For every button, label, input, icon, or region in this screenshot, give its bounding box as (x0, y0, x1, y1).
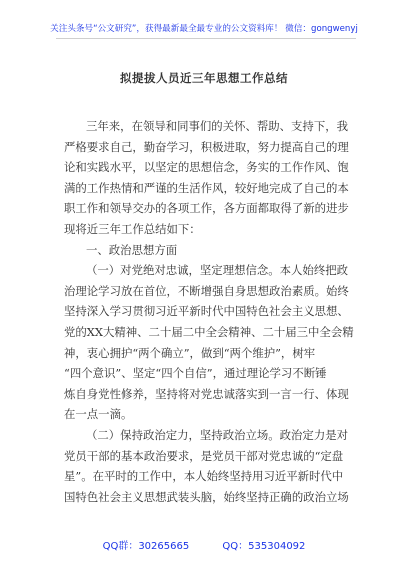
body-line: 现将近三年工作总结如下： (64, 221, 201, 236)
footer-contact (0, 537, 408, 552)
body-line: 党员干部的基本政治要求，是党员干部对党忠诚的“定盘 (64, 448, 344, 463)
body-line: 治理论学习放在首位，不断增强自身思想政治素质。始终 (64, 283, 349, 298)
body-line: 坚持深入学习贯彻习近平新时代中国特色社会主义思想、 (64, 304, 349, 319)
body-line: 国特色社会主义思想武装头脑，始终坚持正确的政治立场 (64, 489, 349, 504)
footer-qq-number: QQ：535304092 (222, 541, 306, 552)
body-line: 论和实践水平，以坚定的思想信念，务实的工作作风、饱 (64, 160, 349, 175)
body-line: 神，衷心拥护“两个确立”，做到“两个维护”，树牢 (64, 345, 316, 360)
header-promo-note: 关注头条号“公文研究”，获得最新最全最专业的公文资料库！ 微信：gongwenyj (50, 24, 358, 34)
document-title: 拟提拔人员近三年思想工作总结 (120, 71, 288, 85)
body-line: 星”。在平时的工作中，本人始终坚持用习近平新时代中 (64, 469, 344, 484)
body-line: 党的XX大精神、二十届二中全会精神、二十届三中全会精 (64, 324, 354, 339)
body-line: 严格要求自己，勤奋学习，积极进取，努力提高自己的理 (64, 139, 349, 154)
body-line: （二）保持政治定力，坚持政治立场。政治定力是对 (86, 427, 348, 442)
body-line: 在一点一滴。 (64, 407, 133, 422)
section-heading: 一、政治思想方面 (86, 242, 178, 257)
header-divider (56, 38, 356, 39)
document-body (64, 116, 354, 507)
body-line: “四个意识”、坚定“四个自信”，通过理论学习不断锤 (64, 366, 327, 381)
footer-qq-group: QQ群：30265665 (102, 541, 190, 552)
body-line: 职工作和领导交办的各项工作，各方面都取得了新的进步 (64, 201, 349, 216)
body-line: 满的工作热情和严谨的生活作风，较好地完成了自己的本 (64, 180, 349, 195)
body-line: 炼自身党性修养，坚持将对党忠诚落实到一言一行、体现 (64, 386, 349, 401)
body-line: （一）对党绝对忠诚，坚定理想信念。本人始终把政 (86, 263, 348, 278)
body-line: 三年来，在领导和同事们的关怀、帮助、支持下，我 (86, 119, 348, 133)
